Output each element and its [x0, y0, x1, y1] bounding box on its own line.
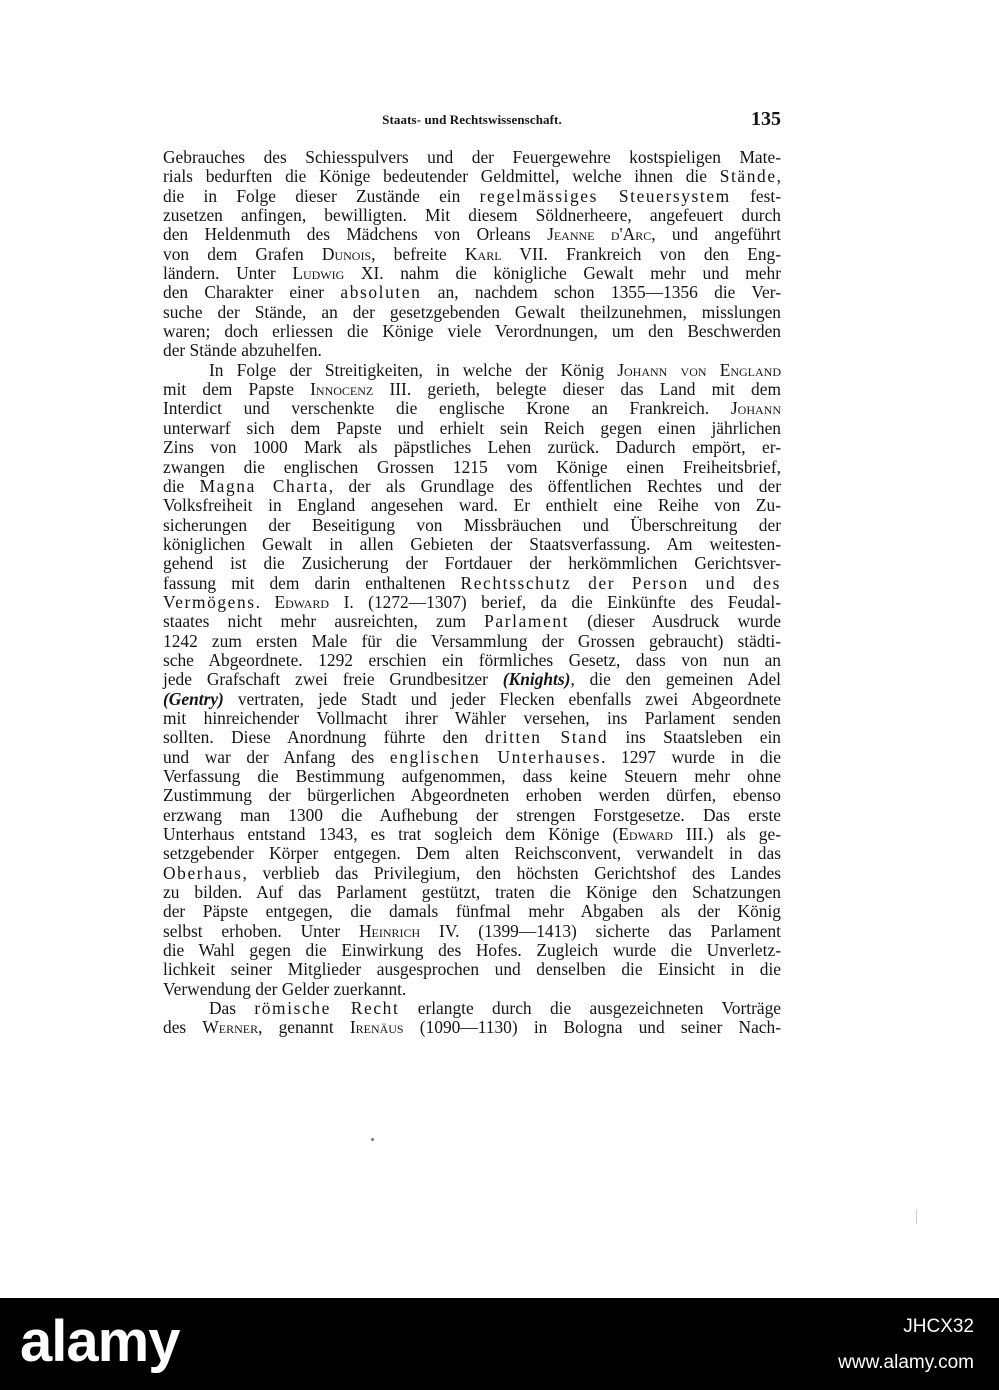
text-line: und war der Anfang des englischen Unterhauses. 1297 wurde in die — [163, 746, 781, 767]
text-line: (Gentry) vertraten, jede Stadt und jeder Flecken ebenfalls zwei Abgeordnete — [163, 688, 781, 709]
site-url: www.alamy.com — [838, 1352, 974, 1373]
spaced-term: römische Recht — [254, 998, 400, 1019]
text-line: der Stände abzuhelfen. — [163, 340, 322, 361]
stock-watermark-banner — [0, 1298, 999, 1390]
spaced-term: Stände — [719, 166, 777, 187]
person-name: Werner — [202, 1017, 259, 1038]
text-line: selbst erhoben. Unter Heinrich IV. (1399—1413) sicherte das Parlament — [163, 920, 781, 941]
spaced-term: dritten Stand — [485, 727, 609, 748]
person-name: Irenäus — [349, 1017, 404, 1038]
text-line: die Magna Charta, der als Grundlage des öffentlichen Rechtes und der — [163, 475, 781, 496]
text-line: Das römische Recht erlangte durch die ausgezeichneten Vorträge — [209, 998, 782, 1019]
person-name: Edward — [274, 591, 330, 612]
text-line: mit dem Papste Innocenz III. gerieth, belegte dieser das Land mit dem — [163, 379, 781, 400]
text-line: sche Abgeordnete. 1292 erschien ein förmliches Gesetz, dass von nun an — [163, 649, 781, 670]
person-name: Edward — [618, 824, 673, 845]
text-line: jede Grafschaft zwei freie Grundbesitzer (Knights), die den gemeinen Adel — [163, 669, 781, 690]
page-header — [163, 108, 781, 132]
person-name: Innocenz — [310, 379, 374, 400]
person-name: Ludwig — [292, 263, 345, 284]
text-line: waren; doch erliessen die Könige viele Verordnungen, um den Beschwerden — [163, 321, 781, 342]
running-title: Staats- und Rechtswissenschaft. — [382, 112, 562, 127]
person-name: Johann von England — [617, 359, 781, 380]
spaced-term: Oberhaus — [163, 862, 243, 883]
italic-term: (Knights) — [502, 669, 571, 690]
text-line: die in Folge dieser Zustände ein regelmässiges Steuersystem fest- — [163, 185, 782, 206]
text-line: In Folge der Streitigkeiten, in welche der König Johann von England — [209, 359, 781, 380]
body-text — [163, 148, 781, 1038]
spaced-term: Parlament — [484, 611, 570, 632]
text-line: den Charakter einer absoluten an, nachdem schon 1355—1356 die Ver- — [163, 282, 781, 303]
text-line: staates nicht mehr ausreichten, zum Parlament (dieser Ausdruck wurde — [163, 611, 781, 632]
text-line: unterwarf sich dem Papste und erhielt sein Reich gegen einen jährlichen — [163, 417, 781, 438]
text-line: lichkeit seiner Mitglieder ausgesprochen und denselben die Einsicht in die — [163, 959, 781, 980]
margin-mark — [916, 1210, 917, 1224]
text-line: sicherungen der Beseitigung von Missbräuchen und Überschreitung der — [163, 514, 781, 535]
spaced-term: regelmässiges Steuersystem — [479, 185, 731, 206]
text-line: Interdict und verschenkte die englische Krone an Frankreich. Johann — [163, 398, 781, 419]
text-line: fassung mit dem darin enthaltenen Rechtsschutz der Person und des — [163, 572, 781, 593]
text-line: des Werner, genannt Irenäus (1090—1130) in Bologna und seiner Nach- — [163, 1017, 782, 1038]
text-line: die Wahl gegen die Einwirkung des Hofes. Zugleich wurde die Unverletz- — [163, 940, 781, 961]
text-line: sollten. Diese Anordnung führte den dritten Stand ins Staatsleben ein — [163, 727, 781, 748]
text-line: Vermögens. Edward I. (1272—1307) berief, da die Einkünfte des Feudal- — [163, 591, 781, 612]
spaced-term: Vermögens — [163, 591, 256, 612]
text-line: Zustimmung der bürgerlichen Abgeordneten erhoben werden dürfen, ebenso — [163, 785, 781, 806]
text-line: 1242 zum ersten Male für die Versammlung der Grossen gebraucht) städti- — [163, 630, 781, 651]
text-line: den Heldenmuth des Mädchens von Orleans Jeanne d'Arc, und angeführt — [163, 224, 782, 245]
page-number: 135 — [751, 108, 781, 130]
text-line: Zins von 1000 Mark als päpstliches Lehen zurück. Dadurch empört, er- — [163, 437, 781, 458]
text-line: Gebrauches des Schiesspulvers und der Feuergewehre kostspieligen Mate- — [163, 147, 781, 167]
spaced-term: Magna Charta — [199, 475, 329, 496]
text-line: erzwang man 1300 die Aufhebung der strengen Forstgesetze. Das erste — [163, 804, 781, 825]
text-line: Verfassung die Bestimmung aufgenommen, dass keine Steuern mehr ohne — [163, 766, 781, 786]
person-name: Heinrich — [358, 920, 421, 941]
text-line: gehend ist die Zusicherung der Fortdauer der herkömmlichen Gerichtsver- — [163, 553, 781, 574]
text-line: zu bilden. Auf das Parlament gestützt, traten die Könige den Schatzungen — [163, 882, 781, 903]
text-line: Verwendung der Gelder zuerkannt. — [163, 978, 407, 999]
text-line: zusetzen anfingen, bewilligten. Mit diesem Söldnerheere, angefeuert durch — [163, 205, 781, 226]
text-line: von dem Grafen Dunois, befreite Karl VII. Frankreich von den Eng- — [163, 243, 781, 264]
text-line: mit hinreichender Vollmacht ihrer Wähler versehen, ins Parlament senden — [163, 707, 781, 728]
text-line: ländern. Unter Ludwig XI. nahm die königliche Gewalt mehr und mehr — [163, 263, 781, 284]
spaced-term: englischen Unterhauses — [389, 746, 602, 767]
person-name: Johann — [730, 398, 781, 419]
person-name: Dunois — [321, 243, 372, 264]
italic-term: (Gentry) — [163, 688, 224, 709]
person-name: Jeanne d'Arc — [547, 224, 652, 245]
text-line: suche der Stände, an der gesetzgebenden Gewalt theilzunehmen, misslungen — [163, 301, 781, 322]
alamy-logo: alamy — [20, 1309, 180, 1374]
print-speck — [371, 1138, 374, 1141]
spaced-term: absoluten — [340, 282, 422, 303]
text-line: Unterhaus entstand 1343, es trat sogleich dem Könige (Edward III.) als ge- — [163, 824, 781, 845]
text-line: Oberhaus, verblieb das Privilegium, den höchsten Gerichtshof des Landes — [163, 862, 781, 883]
spaced-term: Rechtsschutz der Person und des — [460, 572, 781, 593]
text-line: der Päpste entgegen, die damals fünfmal mehr Abgaben als der König — [163, 901, 781, 922]
person-name: Karl — [464, 243, 502, 264]
text-line: setzgebender Körper entgegen. Dem alten Reichsconvent, verwandelt in das — [163, 843, 781, 864]
text-line: königlichen Gewalt in allen Gebieten der Staatsverfassung. Am weitesten- — [163, 533, 781, 554]
text-line: rials bedurften die Könige bedeutender Geldmittel, welche ihnen die Stände, — [163, 166, 781, 187]
text-line: zwangen die englischen Grossen 1215 vom Könige einen Freiheitsbrief, — [163, 456, 781, 477]
image-code: JHCX32 — [903, 1316, 974, 1337]
text-line: Volksfreiheit in England angesehen ward. Er enthielt eine Reihe von Zu- — [163, 495, 781, 516]
